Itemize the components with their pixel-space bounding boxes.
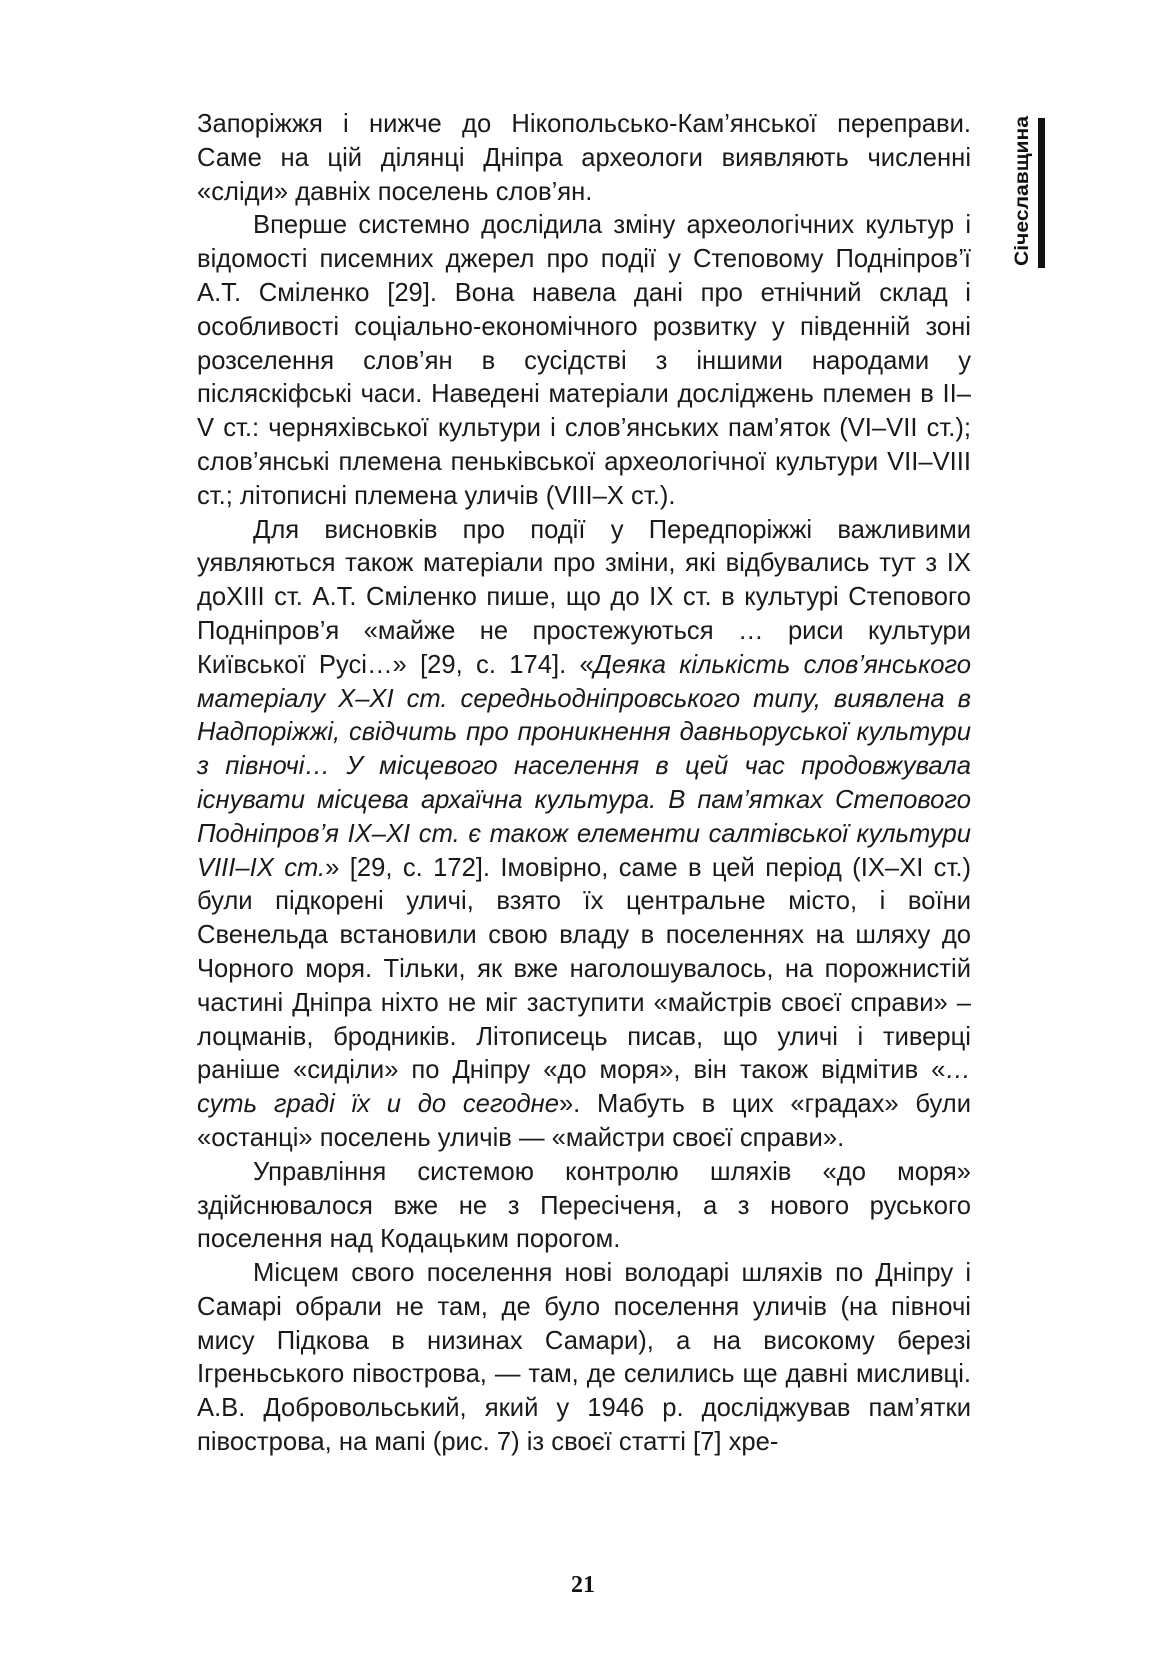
page-number: 21 (571, 1572, 595, 1598)
paragraph-2 (197, 209, 971, 513)
side-logo-wordmark (1006, 112, 1034, 268)
paragraph-3-text-a: Для висновків про події у Передпоріжжі важливими уявляються також матеріали про зміни, які відбувались тут з IX доXIII ст. А.Т. Сміленко пише, що до IX ст. в культурі Степового Подніпров’я «майже не простежуються … риси культури Київської Русі…» [29, с. 174]. « (197, 515, 971, 679)
side-logo (1004, 108, 1050, 268)
paragraph-4 (197, 1156, 971, 1257)
paragraph-3-quote-italic: Деяка кількість слов’янського матеріалу X–XI ст. середньодніпровського типу, виявлена в Надпоріжжі, свідчить про проникнення давньоруської культури з півночі… У місцевого населення в цей час продовжувала існувати місцева архаїчна культура. В пам’ятках Степового Подніпров’я IX–XI ст. є також елементи салтівської культури VIII–IX ст. (197, 650, 971, 882)
paragraph-3-chronicle-quote-italic: … суть граді їх и до сегодне (197, 1056, 971, 1119)
paragraph-3-text-b: » [29, с. 172]. Імовірно, саме в цей період (IX–XI ст.) були підкорені уличі, взято їх центральне місто, і воїни Свенельда встановили свою владу в поселеннях на шляху до Чорного моря. Тільки, як вже наголошувалось, на порожнистій частині Дніпра ніхто не міг заступити «майстрів своєї справи» – лоцманів, бродників. Літописець писав, що уличі і тиверці раніше «сиділи» по Дніпру «до моря», він також відмітив « (197, 853, 971, 1085)
side-logo-bar (1038, 118, 1045, 268)
paragraph-4-text: Управління системою контролю шляхів «до моря» здійснювалося вже не з Пересіченя, а з нового руського поселення над Кодацьким порогом. (197, 1157, 971, 1254)
paragraph-1-text: Запоріжжя і нижче до Нікопольсько-Кам’янської переправи. Саме на цій ділянці Дніпра археологи виявляють численні «сліди» давніх поселень слов’ян. (197, 110, 971, 206)
paragraph-2-text: Вперше системно дослідила зміну археологічних культур і відомості писемних джерел про події у Степовому Подніпров’ї А.Т. Сміленко [29]. Вона навела дані про етнічний склад і особливості соціально-економічного розвитку у південній зоні розселення слов’ян в сусідстві з іншими народами у післяскіфські часи. Наведені матеріали досліджень племен в II–V ст.: черняхівської культури і слов’янських пам’яток (VI–VII ст.); слов’янські племена пеньківської археологічної культури VII–VIII ст.; літописні племена уличів (VIII–X ст.). (197, 211, 971, 510)
paragraph-5-text: Місцем свого поселення нові володарі шляхів по Дніпру і Самарі обрали не там, де було поселення уличів (на півночі мису Підкова в низинах Самари), а на високому березі Ігреньського півострова, — там, де селились ще давні мисливці. А.В. Добровольський, який у 1946 р. досліджував пам’ятки півострова, на мапі (рис. 7) із своєї статті [7] хре- (197, 1259, 971, 1457)
paragraph-3 (197, 514, 971, 1156)
page-body (197, 108, 971, 1460)
paragraph-5 (197, 1257, 971, 1460)
paragraph-3-text-c: ». Мабуть в цих «градах» були «останці» поселень уличів — «майстри своєї справи». (197, 1090, 971, 1152)
paragraph-1 (197, 108, 971, 209)
side-logo-text: Січеславщина (1012, 131, 1033, 266)
